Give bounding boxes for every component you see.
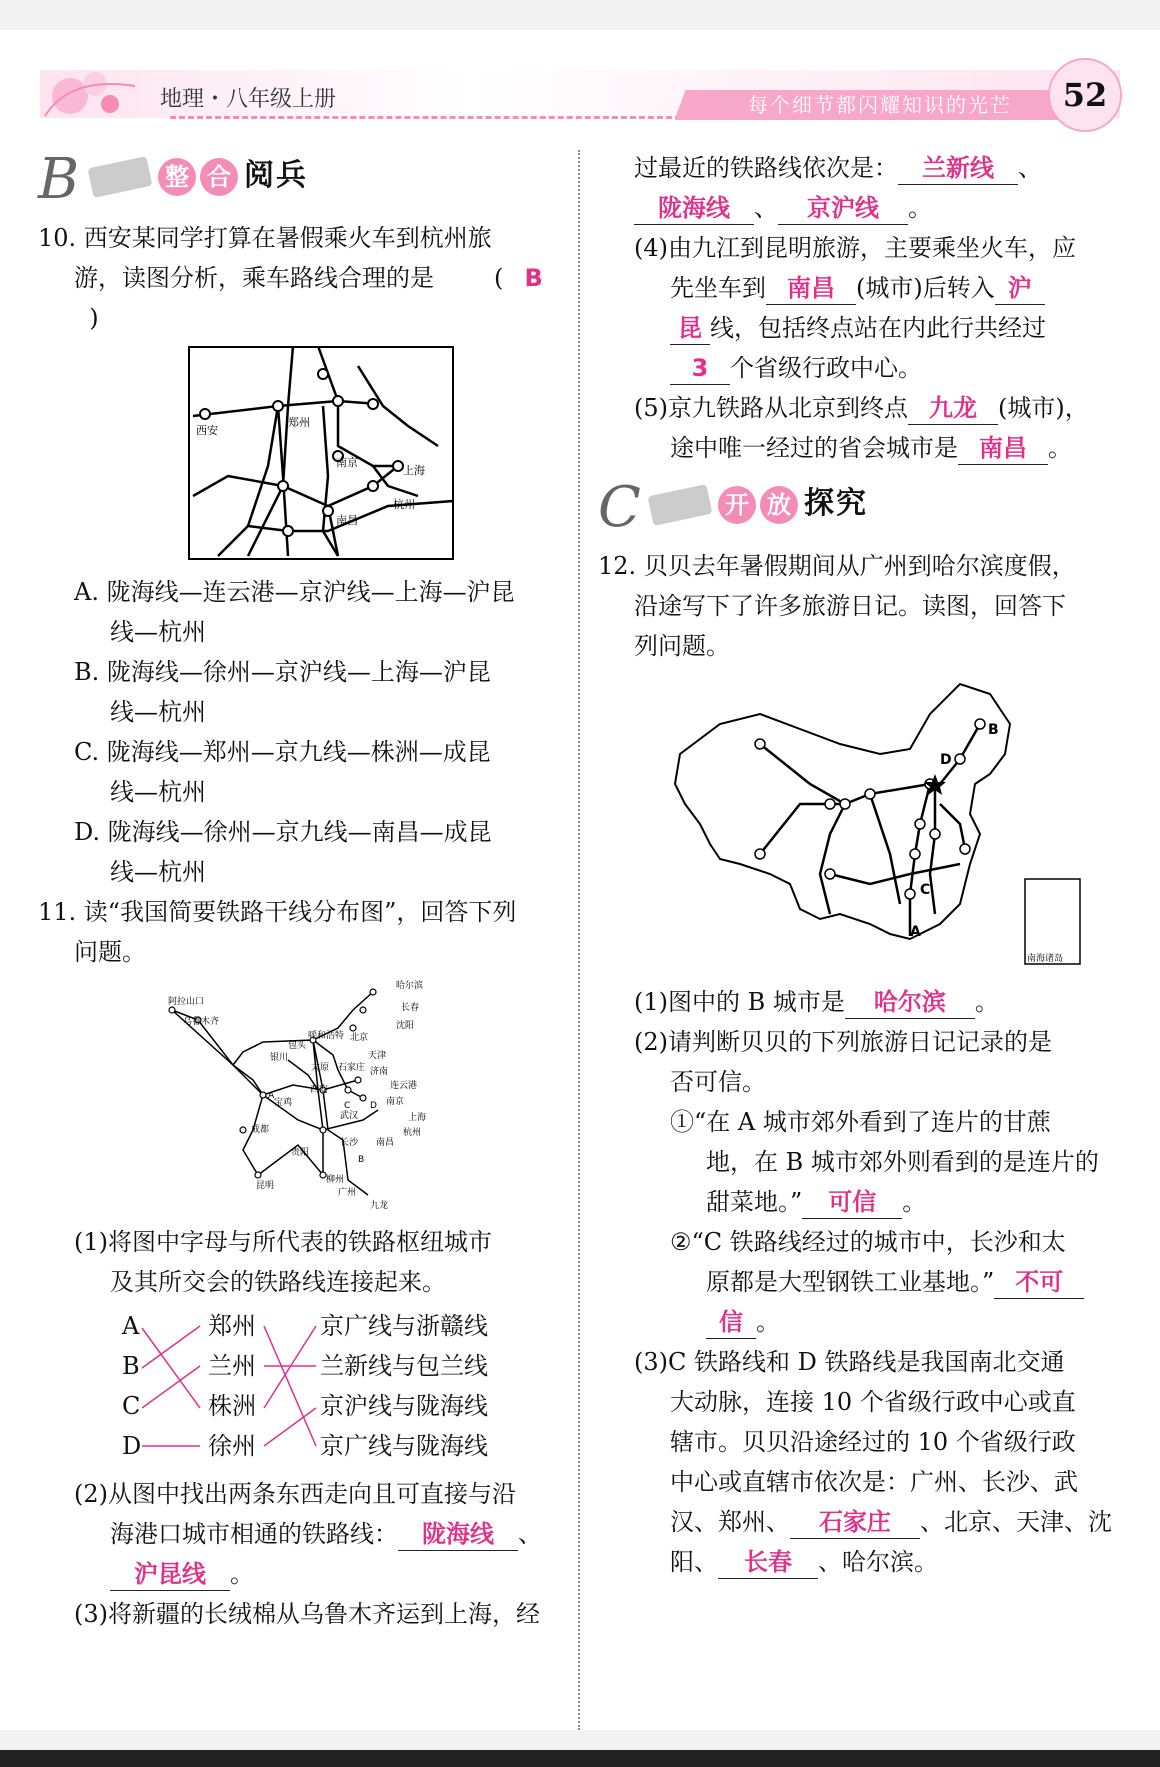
map-label: 南京: [336, 456, 358, 469]
q12-diary1-answer: 可信: [802, 1186, 902, 1219]
south-china-sea-inset: [1025, 879, 1080, 964]
section-word: 阅兵: [244, 158, 308, 193]
q12-stem-1: 12. 贝贝去年暑假期间从广州到哈尔滨度假，: [598, 552, 1076, 580]
map-label: D: [370, 1101, 377, 1111]
map-label: 西安: [196, 424, 218, 437]
q11-part4-line1: (4)由九江到昆明旅游，主要乘坐火车，应: [634, 234, 1076, 262]
q11-part2-answer-2: 沪昆线: [110, 1558, 230, 1591]
text: 线，包括终点站在内此行共经过: [710, 314, 1046, 342]
map-label: 银川: [270, 1053, 289, 1063]
q12-part3-line6: [598, 1542, 1128, 1582]
bottom-bar: [0, 1750, 1160, 1767]
q11-part3-text: 过最近的铁路线依次是：: [634, 154, 898, 182]
separator: 、: [1018, 154, 1042, 182]
match-city-2: 兰州: [208, 1352, 256, 1380]
q11-part3-line3: [598, 188, 1128, 228]
q10-option-c[interactable]: C. 陇海线—郑州—京九线—株洲—成昆: [74, 738, 491, 766]
q11-part3-line1: (3)将新疆的长绒棉从乌鲁木齐运到上海，经: [74, 1600, 540, 1628]
map-label: B: [988, 722, 999, 738]
text: 阳、: [670, 1548, 718, 1576]
text: (城市)后转入: [856, 274, 995, 302]
section-c-heading: [598, 476, 1128, 540]
q11-part3-answer-2: 陇海线: [634, 192, 754, 225]
q12-part3-line4: 中心或直辖市依次是：广州、长沙、武: [670, 1468, 1078, 1496]
q12-china-map: [670, 674, 1090, 974]
map-label: 长沙: [340, 1138, 359, 1148]
match-city-1: 郑州: [208, 1312, 256, 1340]
q11-part5-line1: [598, 388, 1128, 428]
map-label: 阿拉山口: [168, 997, 205, 1007]
map-label: 北京: [350, 1033, 369, 1043]
map-label: 西安: [310, 1085, 329, 1095]
q12-part1: [598, 982, 1128, 1022]
q11-part1-line2: 及其所交会的铁路线连接起来。: [110, 1268, 446, 1296]
text: 原都是大型钢铁工业基地。”: [706, 1268, 995, 1296]
q12-part2-line2: 否可信。: [670, 1068, 766, 1096]
flower-decoration-icon: [40, 56, 140, 126]
match-letter-c: C: [122, 1392, 141, 1420]
q11-part2-line1: (2)从图中找出两条东西走向且可直接与沿: [74, 1480, 516, 1508]
map-label: 上海: [408, 1113, 427, 1123]
map-label: 长春: [401, 1003, 420, 1013]
map-label: 上海: [403, 464, 425, 477]
text: 、哈尔滨。: [818, 1548, 938, 1576]
map-label: 贵阳: [291, 1148, 310, 1158]
map-label: 南海诸岛: [1027, 954, 1064, 964]
q12-diary1-line3: [598, 1182, 1128, 1222]
q12-diary2-line3: [598, 1302, 1128, 1342]
q12-stem-2: 沿途写下了许多旅游日记。读图，回答下: [634, 592, 1066, 620]
q12-part3-answer-1: 石家庄: [790, 1506, 920, 1539]
q11-part5-answer-2: 南昌: [958, 432, 1048, 465]
map-label: 杭州: [393, 498, 415, 511]
match-letter-b: B: [122, 1352, 140, 1380]
q10-option-b[interactable]: B. 陇海线—徐州—京沪线—上海—沪昆: [74, 658, 491, 686]
map-label: 南京: [386, 1097, 405, 1107]
q12-diary2-line1: ②“C 铁路线经过的城市中，长沙和太: [670, 1228, 1066, 1256]
q10-map: [188, 346, 454, 560]
q12-part1-answer: 哈尔滨: [845, 986, 975, 1019]
q11-railway-map: [158, 980, 458, 1214]
q12-diary1-line1: ①“在 A 城市郊外看到了连片的甘蔗: [670, 1108, 1051, 1136]
q12-stem-3: 列问题。: [634, 632, 730, 660]
map-label: 宝鸡: [274, 1098, 293, 1108]
text: 先坐车到: [670, 274, 766, 302]
page-header: [40, 52, 1120, 124]
q12-diary2-line2: [598, 1262, 1128, 1302]
period: 。: [756, 1308, 780, 1336]
map-label: B: [358, 1155, 365, 1165]
section-b-heading: [38, 148, 568, 212]
q10-option-c-cont: 线—杭州: [110, 778, 206, 806]
map-label: 南昌: [336, 514, 358, 527]
match-letter-a: A: [122, 1312, 140, 1340]
q11-part4-line2: [598, 268, 1128, 308]
section-char-1: 整: [158, 158, 196, 196]
section-char-2: 放: [760, 486, 798, 524]
map-label: 乌鲁木齐: [183, 1017, 220, 1027]
column-divider: [578, 150, 580, 1730]
section-char-1: 开: [718, 486, 756, 524]
q10-option-b-cont: 线—杭州: [110, 698, 206, 726]
text: 汉、郑州、: [670, 1508, 790, 1536]
match-line-2: 兰新线与包兰线: [320, 1352, 488, 1380]
q10-stem-text: 游，读图分析，乘车路线合理的是: [74, 264, 434, 292]
slogan-text: 每个细节都闪耀知识的光芒: [748, 93, 1012, 117]
map-label: D: [940, 752, 952, 768]
map-label: A: [268, 1091, 275, 1101]
q12-diary1-line2: 地，在 B 城市郊外则看到的是连片的: [706, 1148, 1099, 1176]
map-label: 太原: [311, 1063, 330, 1073]
text: 、北京、天津、沈: [920, 1508, 1112, 1536]
q10-stem-2: 游，读图分析，乘车路线合理的是 ( B ): [38, 258, 568, 338]
page-number: 52: [1048, 58, 1122, 132]
q11-part2-line3: [38, 1554, 568, 1594]
match-letter-d: D: [122, 1432, 142, 1460]
match-city-3: 株洲: [208, 1392, 256, 1420]
section-letter: C: [598, 475, 641, 540]
q10-option-d-cont: 线—杭州: [110, 858, 206, 886]
map-label: 哈尔滨: [396, 981, 424, 991]
q10-options: [38, 572, 568, 892]
map-label: 济南: [370, 1067, 389, 1077]
q10-answer: B: [524, 264, 543, 292]
q11-part5-answer-1: 九龙: [908, 392, 998, 425]
period: 。: [902, 1188, 927, 1216]
map-label: 南昌: [376, 1138, 395, 1148]
q11-part2-answer-1: 陇海线: [398, 1518, 518, 1551]
map-label: 昆明: [256, 1181, 275, 1191]
right-column: [598, 148, 1128, 1582]
q12-part3-answer-2: 长春: [718, 1546, 818, 1579]
map-label: A: [910, 924, 921, 940]
q11-stem-2: 问题。: [74, 938, 146, 966]
q11-part2-text: 海港口城市相通的铁路线：: [110, 1520, 398, 1548]
map-label: 杭州: [403, 1128, 422, 1138]
q11-part5-line2: [598, 428, 1128, 468]
text: 个省级行政中心。: [730, 354, 922, 382]
workbook-page: [0, 30, 1160, 1730]
text: (5)京九铁路从北京到终点: [634, 394, 908, 422]
match-line-4: 京广线与陇海线: [320, 1432, 488, 1460]
q11-part4-answer-3: 3: [670, 352, 730, 385]
map-label: C: [920, 882, 931, 898]
map-label: 成都: [251, 1125, 270, 1135]
q11-part3-answer-1: 兰新线: [898, 152, 1018, 185]
q10-option-d[interactable]: D. 陇海线—徐州—京九线—南昌—成昆: [74, 818, 492, 846]
section-letter: B: [38, 147, 80, 212]
map-label: 呼和浩特: [308, 1031, 345, 1041]
q11-part2-line2: [38, 1514, 568, 1554]
q10-option-a[interactable]: A. 陇海线—连云港—京沪线—上海—沪昆: [74, 578, 515, 606]
q11-part4-line3: [598, 308, 1128, 348]
match-line-3: 京沪线与陇海线: [320, 1392, 488, 1420]
period: 。: [1048, 434, 1072, 462]
section-word: 探究: [804, 486, 868, 521]
q11-stem-1: 11. 读“我国简要铁路干线分布图”，回答下列: [38, 898, 517, 926]
q11-part1-line1: (1)将图中字母与所代表的铁路枢纽城市: [74, 1228, 492, 1256]
text: (1)图中的 B 城市是: [634, 988, 845, 1016]
q11-part3-answer-3: 京沪线: [778, 192, 908, 225]
q12-diary2-answer-b: 信: [706, 1306, 756, 1339]
matching-lines: [38, 1306, 568, 1474]
q12-part3-line3: 辖市。贝贝沿途经过的 10 个省级行政: [670, 1428, 1076, 1456]
period: 。: [230, 1560, 254, 1588]
map-label: 连云港: [390, 1081, 418, 1091]
q11-part3-line2: [598, 148, 1128, 188]
map-label: 天津: [368, 1051, 387, 1061]
q12-part3-line1: (3)C 铁路线和 D 铁路线是我国南北交通: [634, 1348, 1065, 1376]
header-dashed-line: [170, 116, 690, 119]
q12-diary2-answer-a: 不可: [994, 1266, 1084, 1299]
map-label: 柳州: [326, 1175, 345, 1185]
map-label: C: [344, 1101, 351, 1111]
q11-part4-answer-2b: 昆: [670, 312, 710, 345]
section-char-2: 合: [200, 158, 238, 196]
period: 。: [908, 194, 932, 222]
q10-stem-1: 10. 西安某同学打算在暑假乘火车到杭州旅: [38, 224, 492, 252]
map-label: 武汉: [340, 1111, 359, 1121]
q10-option-a-cont: 线—杭州: [110, 618, 206, 646]
separator: 、: [754, 194, 778, 222]
map-label: 广州: [338, 1188, 357, 1198]
map-label: 石家庄: [338, 1063, 366, 1073]
map-label: 沈阳: [396, 1021, 415, 1031]
left-column: [38, 148, 568, 1634]
books-icon: [88, 156, 153, 198]
q12-part3-line2: 大动脉，连接 10 个省级行政中心或直: [670, 1388, 1076, 1416]
map-label: 九龙: [370, 1201, 389, 1211]
text: (城市)，: [998, 394, 1089, 422]
text: 甜菜地。”: [706, 1188, 803, 1216]
notepad-icon: [648, 484, 713, 526]
q12-part3-line5: [598, 1502, 1128, 1542]
match-city-4: 徐州: [208, 1432, 256, 1460]
q11-part4-answer-1: 南昌: [766, 272, 856, 305]
q11-part4-answer-2a: 沪: [995, 272, 1045, 305]
subject-title: 地理・八年级上册: [160, 87, 337, 112]
match-line-1: 京广线与浙赣线: [320, 1312, 488, 1340]
text: 途中唯一经过的省会城市是: [670, 434, 958, 462]
map-label: 郑州: [288, 416, 310, 429]
q12-part2-line1: (2)请判断贝贝的下列旅游日记记录的是: [634, 1028, 1052, 1056]
map-label: 包头: [288, 1041, 307, 1051]
separator: 、: [518, 1520, 542, 1548]
period: 。: [974, 988, 999, 1016]
header-slogan: [675, 90, 1086, 120]
q11-matching: [38, 1306, 568, 1474]
q11-part4-line4: [598, 348, 1128, 388]
